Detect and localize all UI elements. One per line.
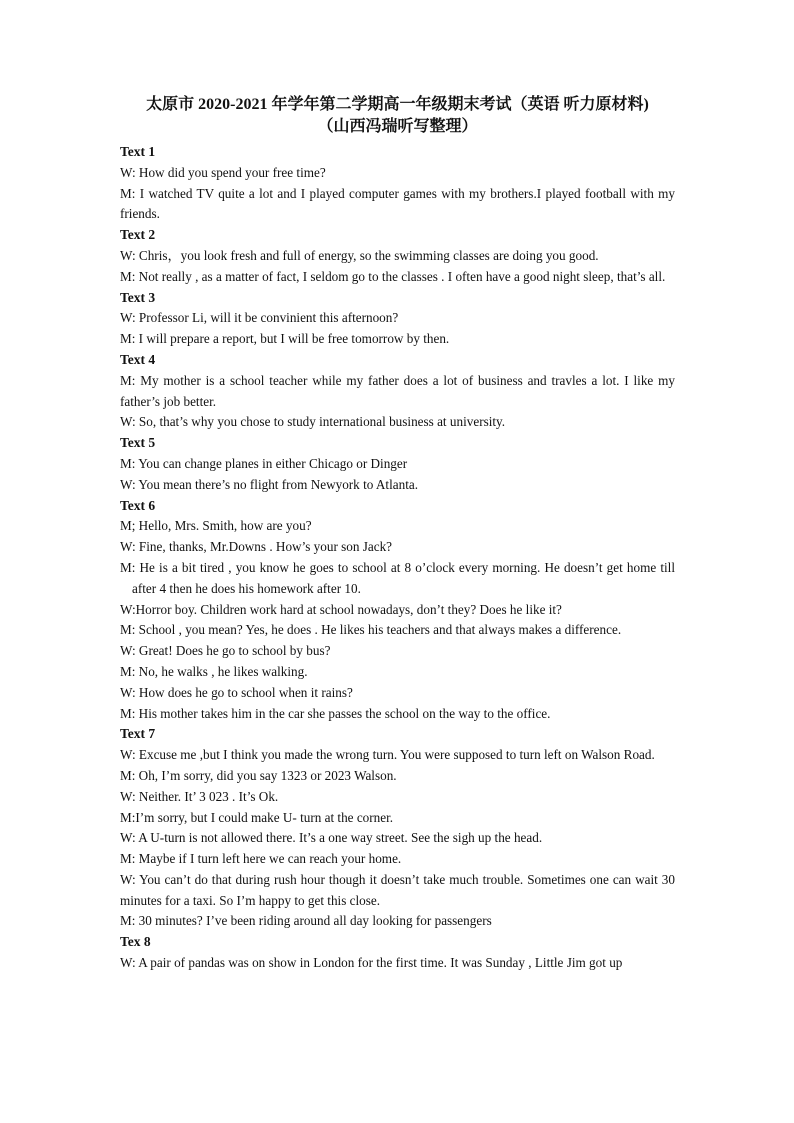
- transcript-section: [120, 142, 675, 225]
- transcript-section: [120, 496, 675, 725]
- dialogue-line: W:Horror boy. Children work hard at school nowadays, don’t they? Does he like it?: [120, 601, 562, 617]
- document-title: 太原市 2020-2021 年学年第二学期高一年级期末考试（英语 听力原材料): [146, 96, 649, 113]
- section-heading: Text 2: [120, 227, 156, 243]
- dialogue-line: M: Oh, I’m sorry, did you say 1323 or 2023 Walson.: [120, 767, 397, 783]
- dialogue-line: M: My mother is a school teacher while my father does a lot of business and travles a lot. I like my father’s job better.: [120, 372, 675, 409]
- transcript-section: [120, 350, 675, 433]
- dialogue-line: W: Excuse me ,but I think you made the wrong turn. You were supposed to turn left on Walson Road.: [120, 747, 655, 763]
- section-heading: Text 3: [120, 289, 156, 305]
- dialogue-line: W: Neither. It’ 3 023 . It’s Ok.: [120, 788, 279, 804]
- dialogue-line: W: How does he go to school when it rains?: [120, 684, 353, 700]
- dialogue-line: W: Fine, thanks, Mr.Downs . How’s your son Jack?: [120, 539, 393, 555]
- dialogue-line: M; Hello, Mrs. Smith, how are you?: [120, 518, 312, 534]
- transcript-section: [120, 225, 675, 287]
- section-heading: Text 5: [120, 435, 156, 451]
- document-subtitle: （山西冯瑞听写整理）: [317, 118, 478, 135]
- dialogue-line: W: You can’t do that during rush hour though it doesn’t take much trouble. Sometimes one can wait 30 minutes for a taxi. So I’m happy to get this close.: [120, 871, 675, 908]
- dialogue-line: M:I’m sorry, but I could make U- turn at the corner.: [120, 809, 394, 825]
- dialogue-line: M: His mother takes him in the car she passes the school on the way to the office.: [120, 705, 551, 721]
- dialogue-line: M: I watched TV quite a lot and I played computer games with my brothers.I played football with my friends.: [120, 185, 675, 222]
- dialogue-line: M: School , you mean? Yes, he does . He likes his teachers and that always makes a difference.: [120, 622, 622, 638]
- dialogue-line: W: So, that’s why you chose to study international business at university.: [120, 414, 506, 430]
- section-heading: Tex 8: [120, 934, 151, 950]
- dialogue-line: W: How did you spend your free time?: [120, 164, 326, 180]
- dialogue-line: M: You can change planes in either Chicago or Dinger: [120, 455, 408, 471]
- transcript-section: [120, 288, 675, 350]
- transcript-sections: [120, 142, 675, 974]
- section-heading: Text 4: [120, 351, 156, 367]
- dialogue-line: M: He is a bit tired , you know he goes to school at 8 o’clock every morning. He doesn’t get home till after 4 then he does his homework after 10.: [120, 559, 675, 596]
- dialogue-line: W: A U-turn is not allowed there. It’s a one way street. See the sigh up the head.: [120, 830, 543, 846]
- transcript-section: [120, 724, 675, 932]
- dialogue-line: M: I will prepare a report, but I will be free tomorrow by then.: [120, 331, 450, 347]
- dialogue-line: M: No, he walks , he likes walking.: [120, 663, 308, 679]
- transcript-section: [120, 433, 675, 495]
- transcript-section: [120, 932, 675, 974]
- dialogue-line: M: 30 minutes? I’ve been riding around all day looking for passengers: [120, 913, 492, 929]
- section-heading: Text 1: [120, 144, 156, 159]
- dialogue-line: M: Maybe if I turn left here we can reach your home.: [120, 851, 402, 867]
- dialogue-line: W: Great! Does he go to school by bus?: [120, 643, 331, 659]
- dialogue-line: W: Professor Li, will it be convinient this afternoon?: [120, 310, 399, 326]
- section-heading: Text 7: [120, 726, 156, 742]
- dialogue-line: W: A pair of pandas was on show in London for the first time. It was Sunday , Little Jim got up: [120, 955, 623, 971]
- document-page: [120, 94, 675, 974]
- dialogue-line: W: You mean there’s no flight from Newyork to Atlanta.: [120, 476, 419, 492]
- dialogue-line: W: Chris，you look fresh and full of energy, so the swimming classes are doing you good.: [120, 247, 599, 263]
- dialogue-line: M: Not really , as a matter of fact, I seldom go to the classes . I often have a good night sleep, that’s all.: [120, 268, 666, 284]
- section-heading: Text 6: [120, 497, 156, 513]
